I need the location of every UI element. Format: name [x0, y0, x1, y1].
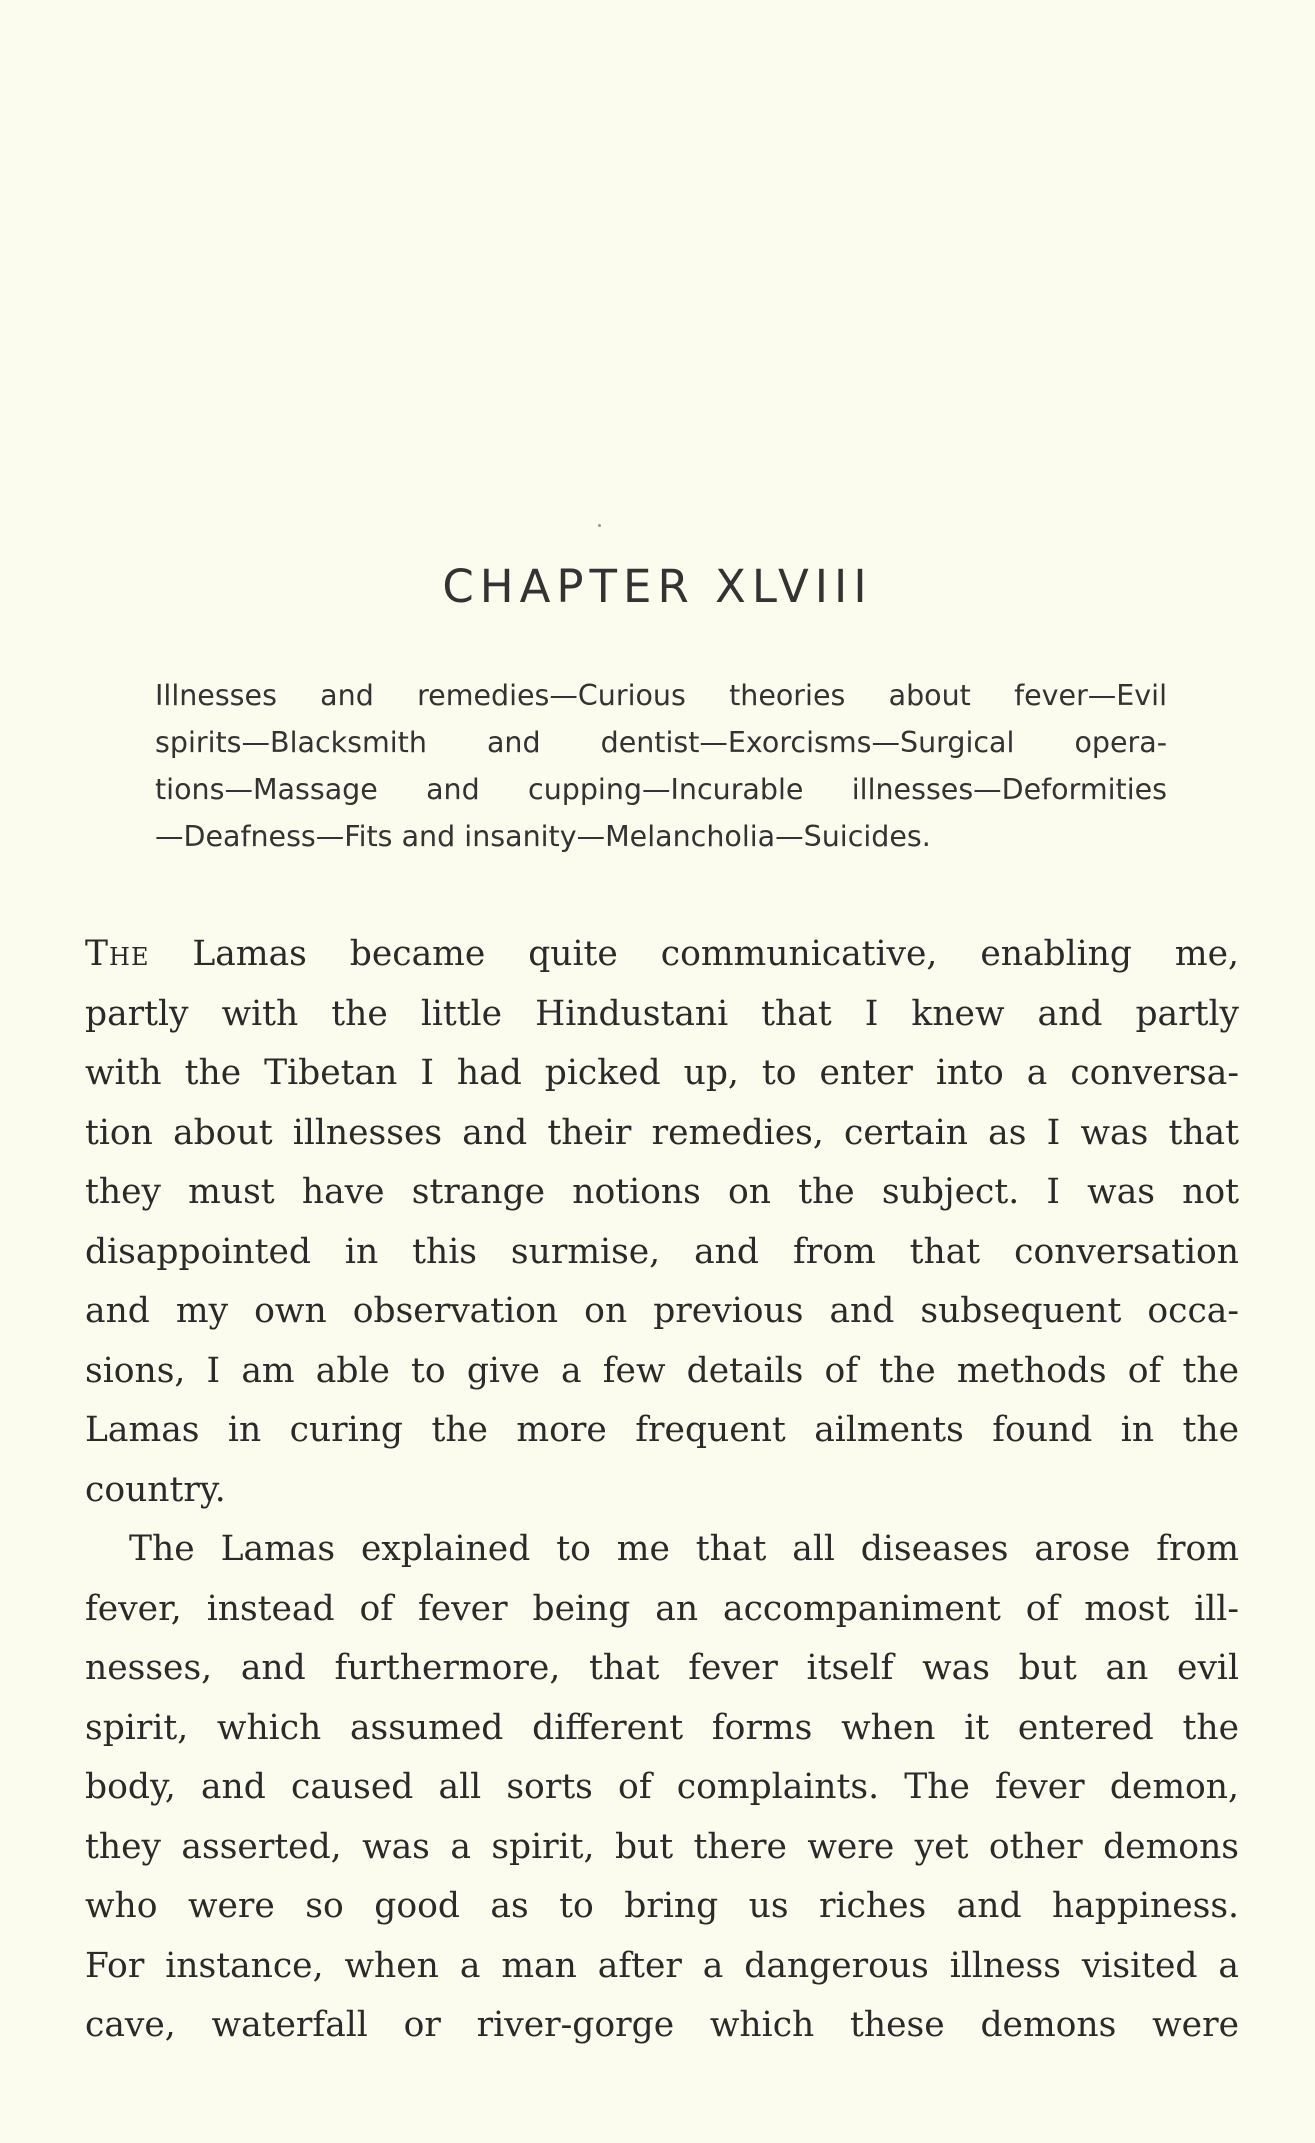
body-line: The Lamas explained to me that all diseases arose from	[129, 1529, 1239, 1569]
chapter-title: CHAPTER XLVIII	[442, 560, 873, 613]
first-line-rest: Lamas became quite communicative, enabling me,	[149, 934, 1239, 974]
body-line: fever, instead of fever being an accompaniment of most ill-	[85, 1588, 1239, 1629]
body-line: cave, waterfall or river-gorge which these demons were	[85, 2005, 1239, 2045]
body-line: tion about illnesses and their remedies, certain as I was that	[85, 1112, 1239, 1153]
body-text	[85, 925, 1239, 2056]
body-line: sions, I am able to give a few details of the methods of the	[85, 1350, 1239, 1391]
body-line: body, and caused all sorts of complaints. The fever demon,	[85, 1767, 1239, 1807]
print-speck	[598, 524, 601, 527]
body-line: and my own observation on previous and subsequent occa-	[85, 1291, 1239, 1331]
body-line: partly with the little Hindustani that I knew and partly	[85, 993, 1239, 1034]
body-line: country.	[85, 1469, 226, 1510]
body-line: they must have strange notions on the subject. I was not	[85, 1172, 1239, 1212]
summary-line: Illnesses and remedies—Curious theories about fever—Evil	[155, 679, 1167, 712]
body-line: who were so good as to bring us riches and happiness.	[85, 1886, 1239, 1926]
body-line: spirit, which assumed different forms when it entered the	[85, 1707, 1239, 1748]
body-line: For instance, when a man after a dangerous illness visited a	[85, 1945, 1239, 1986]
body-line: with the Tibetan I had picked up, to enter into a conversa-	[85, 1053, 1239, 1093]
body-line: they asserted, was a spirit, but there were yet other demons	[85, 1826, 1239, 1867]
body-line: nesses, and furthermore, that fever itself was but an evil	[85, 1648, 1239, 1688]
chapter-summary	[155, 672, 1167, 860]
lead-word: The	[85, 934, 150, 974]
summary-line: tions—Massage and cupping—Incurable illnesses—Deformities	[155, 773, 1167, 806]
paragraph-2	[85, 1520, 1239, 2056]
summary-line: —Deafness—Fits and insanity—Melancholia—Suicides.	[155, 820, 931, 853]
summary-line: spirits—Blacksmith and dentist—Exorcisms—Surgical opera-	[155, 726, 1167, 759]
body-line: Lamas in curing the more frequent ailments found in the	[85, 1410, 1239, 1450]
body-line: disappointed in this surmise, and from that conversation	[85, 1231, 1239, 1272]
body-line	[85, 925, 1239, 985]
paragraph-1	[85, 925, 1239, 1520]
